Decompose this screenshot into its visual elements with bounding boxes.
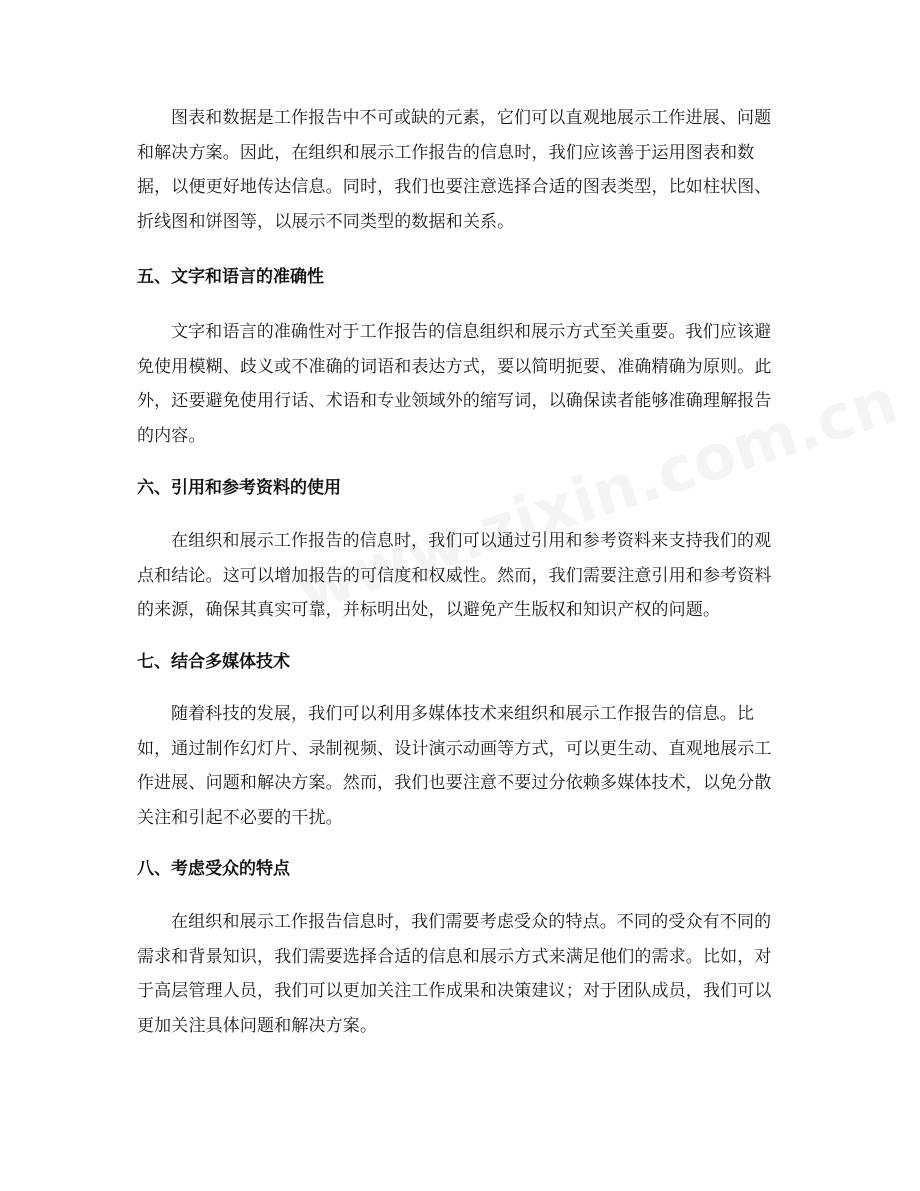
heading-text: 五、文字和语言的准确性 xyxy=(137,267,324,287)
paragraph-text: 随着科技的发展，我们可以利用多媒体技术来组织和展示工作报告的信息。比如，通过制作幻灯片、录制视频、设计演示动画等方式，可以更生动、直观地展示工作进展、问题和解决方案。然而，我们也要注意不要过分依赖多媒体技术，以免分散关注和引起不必要的干扰。 xyxy=(137,704,772,828)
paragraph-text: 图表和数据是工作报告中不可或缺的元素，它们可以直观地展示工作进展、问题和解决方案。因此，在组织和展示工作报告的信息时，我们应该善于运用图表和数据，以便更好地传达信息。同时，我们也要注意选择合适的图表类型，比如柱状图、折线图和饼图等，以展示不同类型的数据和关系。 xyxy=(137,108,772,232)
paragraph-audience xyxy=(137,905,787,1043)
heading-text: 七、结合多媒体技术 xyxy=(137,652,290,672)
section-heading-5 xyxy=(137,265,787,289)
paragraph-accuracy xyxy=(137,315,787,453)
paragraph-text: 在组织和展示工作报告信息时，我们需要考虑受众的特点。不同的受众有不同的需求和背景知识，我们需要选择合适的信息和展示方式来满足他们的需求。比如，对于高层管理人员，我们可以更加关注工作成果和决策建议；对于团队成员，我们可以更加关注具体问题和解决方案。 xyxy=(137,912,772,1036)
paragraph-charts-data xyxy=(137,101,787,239)
section-heading-8 xyxy=(137,857,787,881)
paragraph-text: 文字和语言的准确性对于工作报告的信息组织和展示方式至关重要。我们应该避免使用模糊、歧义或不准确的词语和表达方式，要以简明扼要、准确精确为原则。此外，还要避免使用行话、术语和专业领域外的缩写词，以确保读者能够准确理解报告的内容。 xyxy=(137,322,772,446)
heading-text: 六、引用和参考资料的使用 xyxy=(137,478,341,498)
paragraph-text: 在组织和展示工作报告的信息时，我们可以通过引用和参考资料来支持我们的观点和结论。这可以增加报告的可信度和权威性。然而，我们需要注意引用和参考资料的来源，确保其真实可靠，并标明出处，以避免产生版权和知识产权的问题。 xyxy=(137,531,772,620)
paragraph-multimedia xyxy=(137,697,787,835)
section-heading-7 xyxy=(137,650,787,674)
heading-text: 八、考虑受众的特点 xyxy=(137,859,290,879)
section-heading-6 xyxy=(137,476,787,500)
paragraph-references xyxy=(137,524,787,628)
